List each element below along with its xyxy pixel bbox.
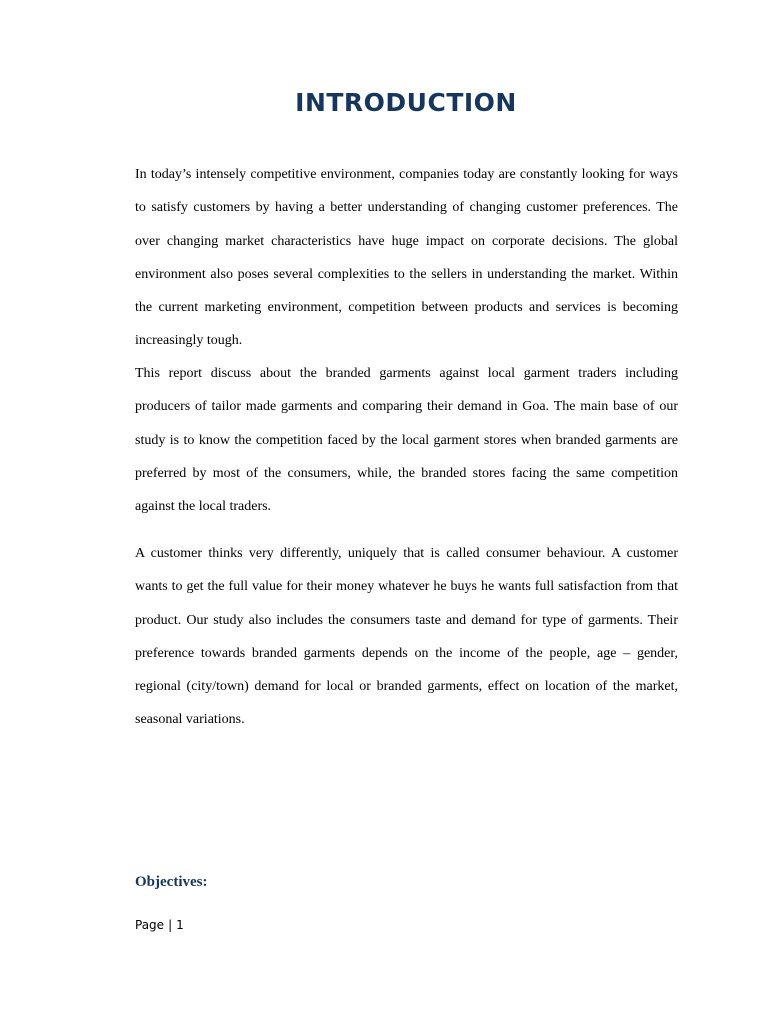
paragraph-report-scope: This report discuss about the branded garments against local garment traders including producers of tailor made garments and comparing their demand in Goa. The main base of our study is to know the competition faced by the local garment stores when branded garments are preferred by most of the consumers, while, the branded stores facing the same competition against the local traders. — [135, 366, 678, 515]
section-heading-objectives: Objectives: — [135, 874, 208, 890]
footer-page-label: Page — [135, 918, 165, 932]
paragraph-consumer-behaviour: A customer thinks very differently, uniquely that is called consumer behaviour. A customer wants to get the full value for their money whatever he buys he wants full satisfaction from that product. Our study also includes the consumers taste and demand for type of garments. Their preference towards branded garments depends on the income of the people, age – gender, regional (city/town) demand for local or branded garments, effect on location of the market, seasonal variations. — [135, 546, 678, 728]
page-footer — [135, 918, 184, 932]
footer-separator: | — [168, 918, 173, 932]
paragraph-intro: In today’s intensely competitive environment, companies today are constantly looking for ways to satisfy customers by having a better understanding of changing customer preferences. The over changing market characteristics have huge impact on corporate decisions. The global environment also poses several complexities to the sellers in understanding the market. Within the current marketing environment, competition between products and services is becoming increasingly tough. — [135, 167, 678, 349]
page-title: INTRODUCTION — [295, 88, 517, 117]
footer-page-number: 1 — [176, 918, 184, 932]
